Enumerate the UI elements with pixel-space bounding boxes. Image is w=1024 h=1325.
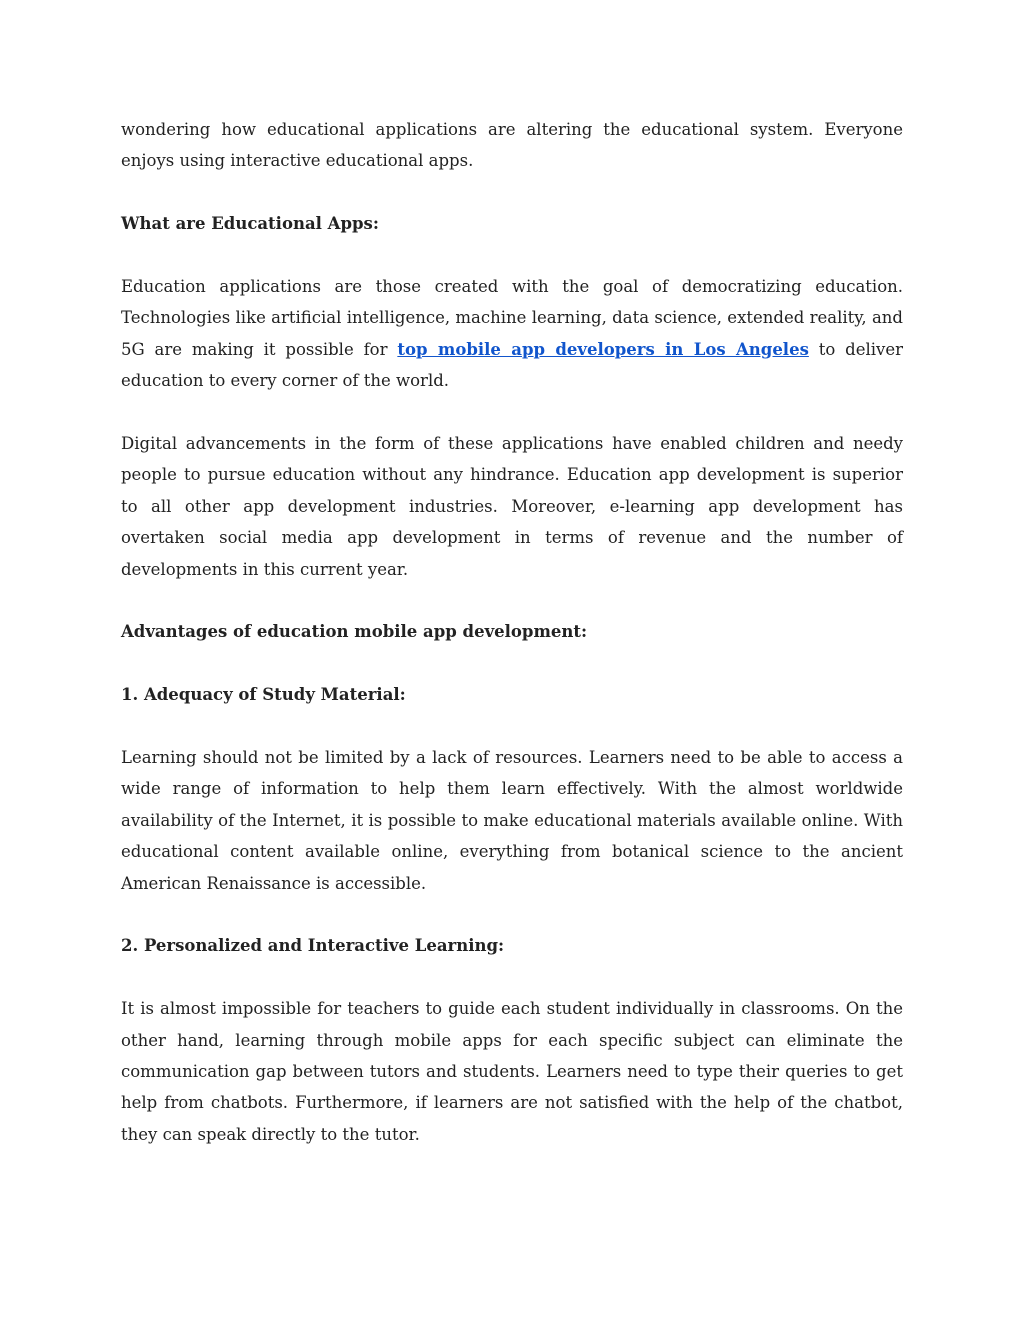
intro-paragraph: wondering how educational applications are altering the educational system. Everyone enjoys using interactive educational apps. — [121, 120, 903, 171]
paragraph-personalized: It is almost impossible for teachers to guide each student individually in classrooms. On the other hand, learning through mobile apps for each specific subject can eliminate the communication gap between tutors and students. Learners need to type their queries to get help from chatbots. Furthermore, if learners are not satisfied with the help of the chatbot, they can speak directly to the tutor. — [121, 999, 903, 1144]
paragraph-education-apps — [121, 271, 903, 397]
heading-what-are-educational-apps: What are Educational Apps: — [121, 214, 379, 234]
paragraph-digital-advancements: Digital advancements in the form of these applications have enabled children and needy people to pursue education without any hindrance. Education app development is superior to all other app development industries. Moreover, e-learning app development has overtaken social media app development in terms of revenue and the number of developments in this current year. — [121, 434, 903, 579]
heading-adequacy: 1. Adequacy of Study Material: — [121, 685, 406, 705]
heading-advantages: Advantages of education mobile app development: — [121, 622, 588, 642]
document-page — [121, 114, 903, 1182]
paragraph-text-before-link: Education applications are those created with the goal of democratizing education. Technologies like artificial intelligence, machine learning, data science, extended reality, and 5G are making it possible for — [121, 277, 903, 359]
developers-link[interactable]: top mobile app developers in Los Angeles — [397, 339, 809, 359]
paragraph-text-after-link: to deliver education to every corner of the world. — [121, 339, 903, 391]
paragraph-adequacy: Learning should not be limited by a lack of resources. Learners need to be able to access a wide range of information to help them learn effectively. With the almost worldwide availability of the Internet, it is possible to make educational materials available online. With educational content available online, everything from botanical science to the ancient American Renaissance is accessible. — [121, 748, 903, 893]
heading-personalized: 2. Personalized and Interactive Learning: — [121, 936, 505, 956]
